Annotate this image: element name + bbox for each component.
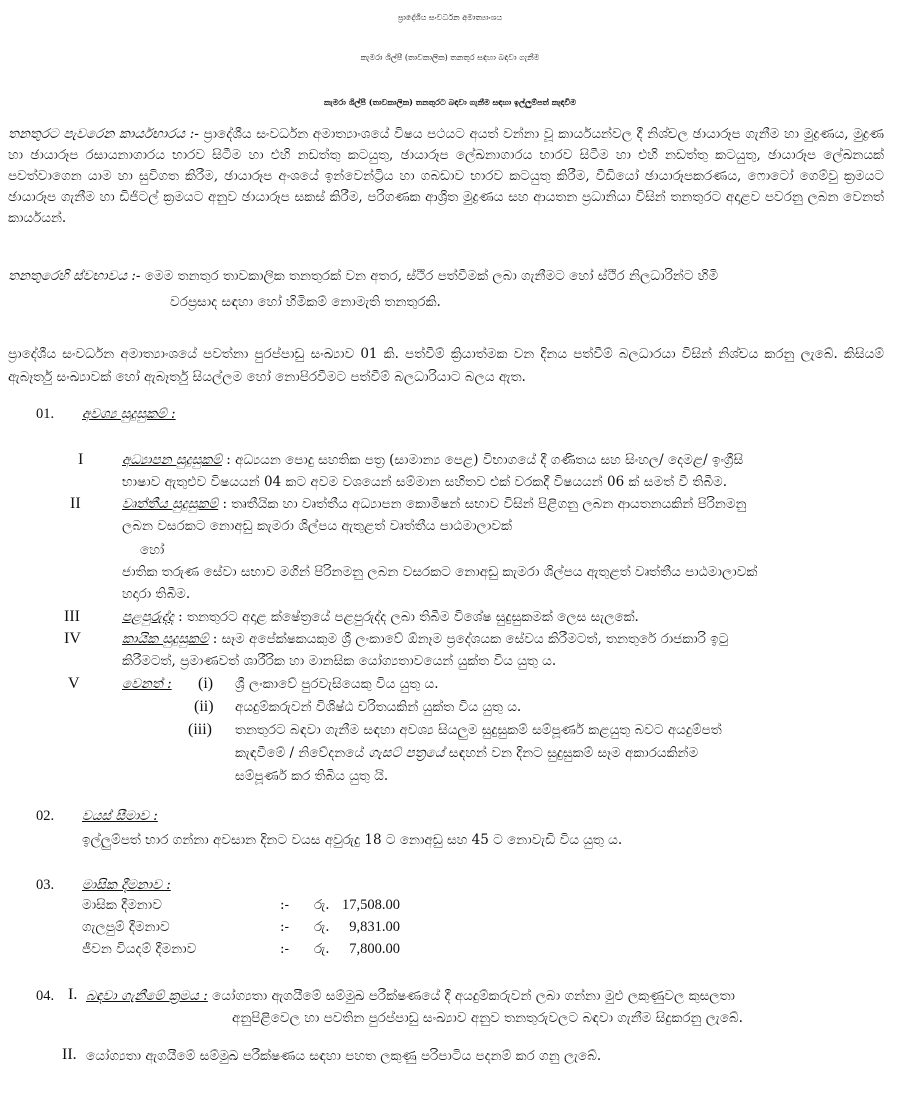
duties-label: තනතුරට පැවරෙන කාර්යභාරය :- bbox=[8, 126, 199, 142]
qualification-4-label: කායික සුදුසුකම් bbox=[122, 631, 209, 647]
other-sub-num-2: (ii) bbox=[194, 698, 214, 715]
qualification-4-line-1 bbox=[122, 629, 728, 649]
other-sub-3-text-2a: කැඳවීමේ / නිවේදනයේ bbox=[235, 745, 369, 761]
other-sub-3-text-2c: සඳහන් වන දිනට සුදුසුකම් සෑම අකාරයකින්ම bbox=[444, 745, 699, 761]
qualification-3-label: පළපුරුද්ද bbox=[122, 609, 174, 625]
qualification-3-line-1 bbox=[122, 607, 639, 627]
section-4-item-2-roman: II. bbox=[62, 1046, 77, 1063]
allowance-row-3-label: ජීවන වියදම් දීමනාව bbox=[82, 941, 197, 957]
qualification-roman-2: II bbox=[70, 495, 81, 512]
qualification-2-line-1 bbox=[122, 494, 747, 514]
other-sub-1-text: ශ්‍රී ලංකාවේ පුරවැසියෙකු විය යුතු ය. bbox=[235, 676, 439, 692]
allowance-row-3-currency: රු. bbox=[314, 941, 330, 957]
qualification-roman-1: I bbox=[78, 451, 84, 468]
qualification-1-label: අධ්‍යාපන සුදුසුකම් bbox=[122, 452, 222, 468]
age-limit-text: ඉල්ලුම්පත් භාර ගන්නා අවසාන දිනට වයස අවුරුදු 18 ට නොඅඩු සහ 45 ට නොවැඩි විය යුතු ය. bbox=[82, 832, 623, 848]
section-3-title: මාසික දීමනාව : bbox=[82, 877, 171, 893]
qualification-2-text-1: : තෘතීයික හා වෘත්තීය අධ්‍යාපන කොමිෂන් සභාව විසින් පිළිගනු ලබන ආයතනයකින් පිරිනමනු bbox=[218, 496, 747, 512]
nature-line-1 bbox=[8, 266, 718, 286]
allowance-row-2-sep: :- bbox=[280, 919, 290, 935]
nature-text-2: වරප්‍රසාද සඳහා හෝ හිමිකම් නොමැති තනතුරකි. bbox=[170, 294, 441, 310]
other-sub-3-line-2 bbox=[235, 743, 698, 763]
qualification-roman-3: III bbox=[64, 608, 80, 625]
vacancies-paragraph: ප්‍රාදේශීය සංවර්ධන අමාත්‍යාංශයේ පවත්නා පුරප්පාඩු සංඛ්‍යාව 01 කි. පත්වීම් ක්‍රියාත්මක වන දිනය පත්වීම් බලධාරයා විසින් නිශ්චය කරනු ලැබේ. කිසියම් ඇබෑර්තු සංඛ්‍යාවක් හෝ ඇබෑර්තු සියල්ලම හෝ නොපිරවීමට පත්වීම් බලධාරියාට බලය ඇත. bbox=[8, 346, 884, 385]
other-sub-num-1: (i) bbox=[198, 675, 214, 692]
section-4-number: 04. bbox=[36, 988, 55, 1004]
duties-text: ප්‍රාදේශීය සංවර්ධන අමාත්‍යාංශයේ විෂය පථයට අයත් වන්නා වූ කාර්යයන්වල දී නිශ්චල ඡායාරූප ගැනීම හා මුද්‍රණය, මුද්‍රණ හා ඡායාරූප රසායනාගාරය භාරව සිටීම හා එහි නඩත්තු කටයුතු, ඡායාරූප ලේඛනාගාරය භාරව සිටීම හා එහි නඩත්තු කටයුතු, ඡායාරූප ලේඛනයක් පවත්වාගෙන යාම හා සුවිගත කිරීම, ඡායාරූප අංශයේ ඉන්වෙන්ට්‍රිය හා ගබඩාව භාරව කටයුතු කිරීම, වීඩියෝ ඡායාරූපකරණය, ෆොටෝ ගෙම්වු ක්‍රමයට ඡායාරූප ගැනීම හා ඩිජිටල් ක්‍රමයට අනුව ඡායාරූප සකස් කිරීම, පරිගණක ආශ්‍රිත මුද්‍රණය සහ ආයතන ප්‍රධානියා විසින් තනතුරට අදාළව පවරනු ලබන වෙනත් කාර්යයන්. bbox=[8, 126, 885, 226]
interview-scheme-text: යෝග්‍යතා ඇගයීමේ සම්මුඛ පරීක්ෂණය සඳහා පහත ලකුණු පරිපාටිය පදනම් කර ගනු ලැබේ. bbox=[86, 1048, 602, 1064]
allowance-row-3-amount: 7,800.00 bbox=[349, 941, 400, 957]
allowance-row-2-amount: 9,831.00 bbox=[349, 919, 400, 935]
qualification-1-line-1 bbox=[122, 450, 743, 470]
section-1-title: අවශ්‍ය සුදුසුකම් : bbox=[82, 406, 176, 422]
qualification-2-text-2: ලබන වසරකට නොඅඩු කැමරා ශිල්පය ඇතුළත් වෘත්තීය පාඨමාලාවක් bbox=[122, 518, 512, 534]
call-for-applications-heading: කැමරා ශිල්පී (තාවකාලික) තනතුරට බඳවා ගැනීම සඳහා ඉල්ලුම්පත් කැඳවීම bbox=[323, 97, 577, 107]
allowance-row-1-label: මාසික දීමනාව bbox=[82, 897, 162, 913]
nature-label: තනතුරෙහි ස්වභාවය :- bbox=[8, 268, 141, 284]
section-2-number: 02. bbox=[36, 808, 55, 824]
post-title: කැමරා ශිල්පී (තාවකාලික) තනතුර සඳහා බඳවා ගැනීම bbox=[360, 53, 540, 62]
qualification-roman-4: IV bbox=[64, 630, 81, 647]
allowance-row-2-currency: රු. bbox=[314, 919, 330, 935]
qualification-1-text-1: : අධ්‍යයන පොදු සහතික පත්‍ර (සාමාන්‍ය පෙළ) විභාගයේ දී ගණිතය සහ සිංහල/ දෙමළ/ ඉංග්‍රීසි bbox=[221, 452, 744, 468]
section-3-number: 03. bbox=[36, 877, 55, 893]
section-4-item-1-line-1 bbox=[86, 986, 735, 1006]
recruitment-method-text-1: යෝග්‍යතා ඇගයීමේ සම්මුඛ පරීක්ෂණයේ දී අයදුම්කරුවන් ලබා ගන්නා මුළු ලකුණුවල කුසලතා bbox=[212, 988, 735, 1004]
allowance-row-1-sep: :- bbox=[280, 897, 290, 913]
recruitment-method-label: බඳවා ගැනීමේ ක්‍රමය : bbox=[86, 988, 208, 1004]
qualification-2-text-4: හදාරා තිබීම. bbox=[122, 586, 191, 602]
nature-text-1: මෙම තනතුර තාවකාලික තනතුරක් වන අතර, ස්ථිර පත්වීමක් ලබා ගැනීමට හෝ ස්ථිර නිලධාරින්ට හිමි bbox=[144, 268, 719, 284]
recruitment-method-text-2: අනුපිළිවෙල හා පවතින පුරප්පාඩු සංඛ්‍යාව අනුව තනතුරුවලට බඳවා ගැනීම සිදුකරනු ලැබේ. bbox=[232, 1010, 743, 1026]
other-sub-3-text-3: සම්පූර්ණ කර තිබිය යුතු යි. bbox=[235, 768, 389, 784]
other-sub-2-text: අයදුම්කරුවන් විශිෂ්ඨ චරිතයකින් යුක්ත විය යුතු ය. bbox=[235, 699, 522, 715]
qualification-1-text-2: භාෂාව ඇතුළුව විෂයයන් 04 කට අවම වශයෙන් සම්මාන සහිතව එක් වරකදී විෂයයන් 06 ක් සමත් වී තිබීම. bbox=[122, 474, 728, 490]
qualification-2-or: හෝ bbox=[140, 542, 165, 558]
qualification-4-text-2: කිරීමටත්, ප්‍රමාණවත් ශාරීරික හා මානසික යෝග්‍යතාවයෙන් යුක්ත විය යුතු ය. bbox=[122, 653, 557, 669]
ministry-title: ප්‍රාදේශීය සංවර්ධන අමාත්‍යාංශය bbox=[397, 13, 503, 22]
qualification-roman-5: V bbox=[68, 675, 80, 692]
qualification-4-text-1: : සෑම අපේක්ෂකයකුම ශ්‍රී ලංකාවේ ඕනෑම ප්‍රදේශයක සේවය කිරීමටත්, තනතුරේ රාජකාරි ඉටු bbox=[208, 631, 729, 647]
other-sub-3-text-2b: ගැසට් පත්‍රයේ bbox=[368, 745, 445, 761]
qualification-5-label: වෙනත් : bbox=[122, 676, 172, 692]
section-1-number: 01. bbox=[36, 406, 55, 422]
qualification-3-text-1: : තනතුරට අදාළ ක්ෂේත්‍රයේ පළපුරුද්ද ලබා තිබීම විශේෂ සුදුසුකමක් ලෙස සැලකේ. bbox=[173, 609, 639, 625]
qualification-2-label: වෘත්තීය සුදුසුකම් bbox=[122, 496, 219, 512]
section-2-title: වයස් සීමාව : bbox=[82, 808, 158, 824]
qualification-2-text-3: ජාතික තරුණ සේවා සභාව මගින් පිරිනමනු ලබන වසරකට නොඅඩු කැමරා ශිල්පය ඇතුළත් වෘත්තීය පාඨමාලාවක් bbox=[122, 564, 758, 580]
allowance-row-2-label: ගැලපුම් දීමනාව bbox=[82, 919, 170, 935]
other-sub-num-3: (iii) bbox=[188, 721, 212, 738]
allowance-row-1-currency: රු. bbox=[314, 897, 330, 913]
allowance-row-3-sep: :- bbox=[280, 941, 290, 957]
section-4-item-1-roman: I. bbox=[68, 986, 78, 1003]
duties-paragraph bbox=[8, 124, 884, 229]
allowance-row-1-amount: 17,508.00 bbox=[342, 897, 400, 913]
other-sub-3-text-1: තනතුරට බඳවා ගැනීම සඳහා අවශ්‍ය සියලුම සුදුසුකම් සම්පූර්ණ කළයුතු බවට අයදුම්පත් bbox=[235, 722, 722, 738]
